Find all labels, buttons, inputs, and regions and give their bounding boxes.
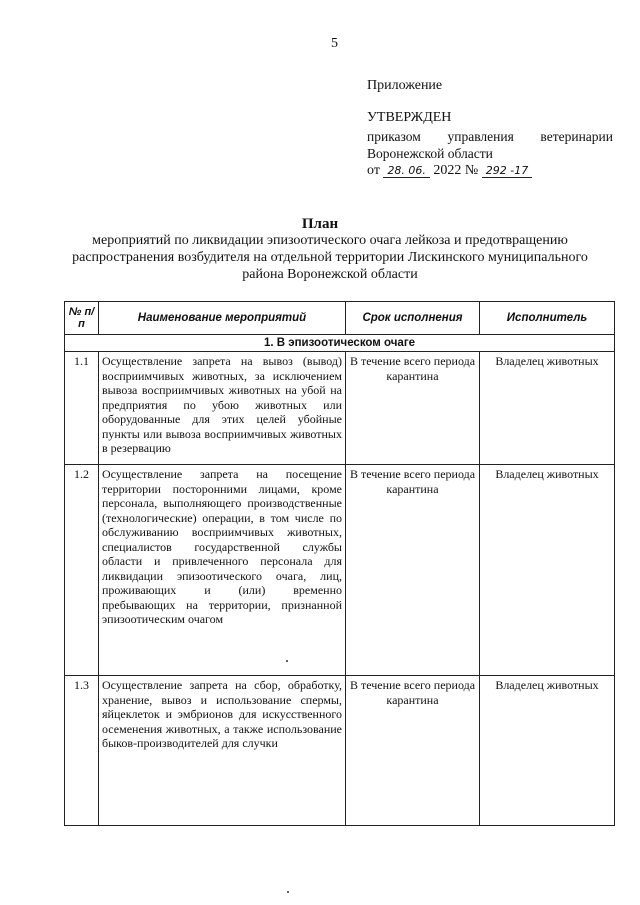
section-title: 1. В эпизоотическом очаге [65, 335, 615, 352]
scan-speck [286, 660, 288, 662]
row-term: В течение всего периода карантина [346, 676, 480, 826]
row-executor: Владелец животных [480, 465, 615, 676]
row-name: Осуществление запрета на посещение территории посторонними лицами, кроме персонала, выполняющего производственные (технологические) операции, в том числе по обслуживанию восприимчивых животных, специалистов государственной службы области и привлеченного персонала для ликвидации эпизоотического очага, лиц, проживающих и (или) временно пребывающих на территории, признанной эпизоотическим очагом [99, 465, 346, 676]
row-num: 1.3 [65, 676, 99, 826]
row-num: 1.1 [65, 352, 99, 465]
header-num: № п/п [65, 302, 99, 335]
row-name: Осуществление запрета на сбор, обработку, хранение, вывоз и использование спермы, яйцеклеток и эмбрионов для искусственного осеменения животных, а также использование быков-производителей для случки [99, 676, 346, 826]
header-executor: Исполнитель [480, 302, 615, 335]
document-subtitle: мероприятий по ликвидации эпизоотического очага лейкоза и предотвращению распространения возбудителя на отдельной территории Лискинского муниципального района Воронежской области [72, 233, 588, 282]
header-name: Наименование мероприятий [99, 302, 346, 335]
order-issuer [367, 128, 613, 162]
handwritten-date: 28. 06. [383, 165, 429, 178]
plan-table [64, 301, 615, 826]
row-executor: Владелец животных [480, 352, 615, 465]
row-term: В течение всего периода карантина [346, 352, 480, 465]
table-row [65, 465, 615, 676]
table-row [65, 676, 615, 826]
scan-speck [287, 891, 289, 893]
approved-label: УТВЕРЖДЕН [367, 110, 452, 125]
section-row [65, 335, 615, 352]
header-term: Срок исполнения [346, 302, 480, 335]
row-name: Осуществление запрета на вывоз (вывод) восприимчивых животных, за исключением вывоза восприимчивых животных на убой на предприятия по убою животных или оборудованные для этих целей убойные пункты или вывоза восприимчивых животных в резервацию [99, 352, 346, 465]
row-term: В течение всего периода карантина [346, 465, 480, 676]
order-year: 2022 № [433, 163, 479, 178]
page-number: 5 [331, 36, 338, 51]
table-header-row [65, 302, 615, 335]
order-issuer-line2: Воронежской области [367, 146, 493, 161]
row-num: 1.2 [65, 465, 99, 676]
row-executor: Владелец животных [480, 676, 615, 826]
table-row [65, 352, 615, 465]
appendix-label: Приложение [367, 78, 443, 93]
handwritten-number: 292 -17 [482, 165, 532, 178]
document-title: План [301, 216, 339, 232]
date-prefix: от [367, 163, 380, 178]
order-date-line [367, 163, 532, 179]
order-issuer-line1: приказом управления ветеринарии [367, 129, 613, 144]
